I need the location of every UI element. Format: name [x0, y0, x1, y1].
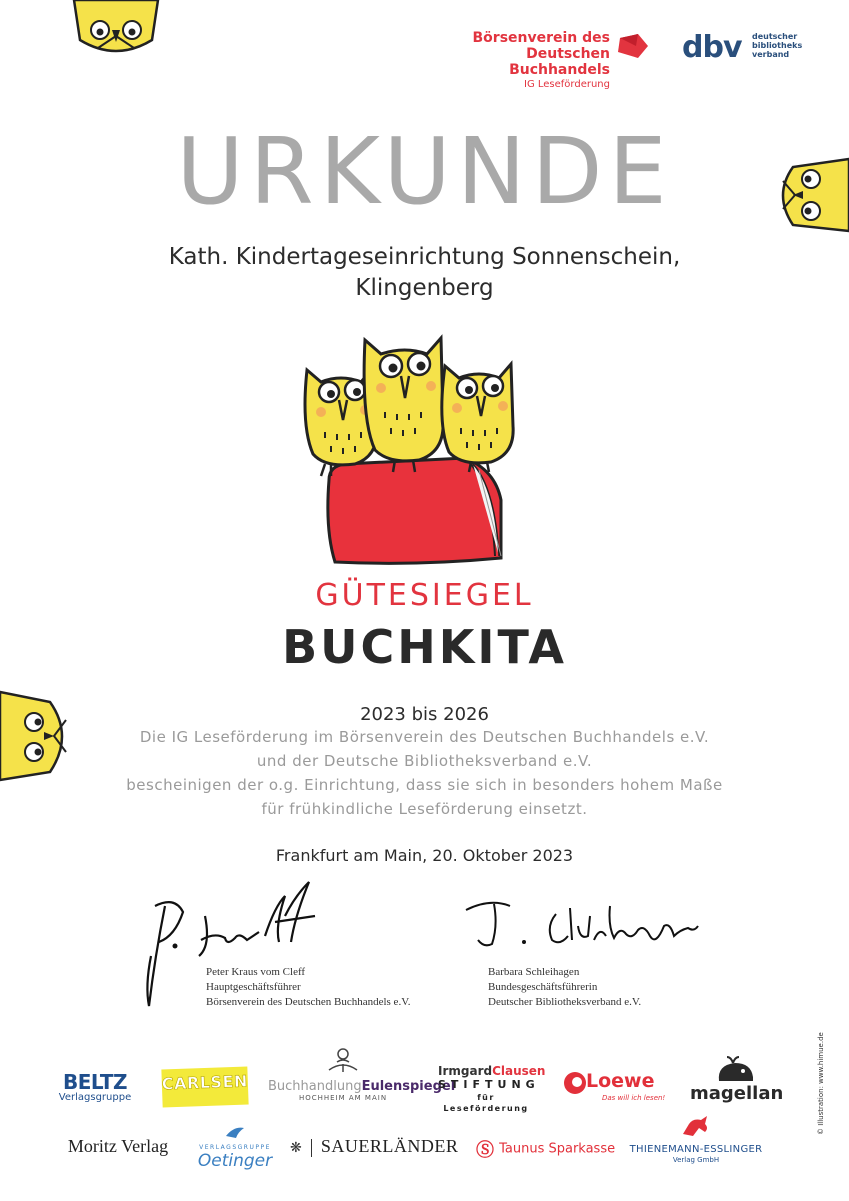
magellan-whale-icon — [713, 1055, 757, 1083]
illustration-credit: © Illustration: www.himue.de — [817, 1032, 825, 1135]
carlsen-logo — [161, 1067, 248, 1108]
signature-right-icon — [460, 896, 710, 956]
loewe-name: Loewe — [586, 1070, 655, 1092]
recipient-line1: Kath. Kindertageseinrichtung Sonnenschein, — [168, 244, 681, 270]
body-line-3: bescheinigen der o.g. Einrichtung, dass sie sich in besonders hohem Maße — [126, 776, 723, 794]
thienemann-logo — [626, 1114, 766, 1165]
eulenspiegel-name-2: Eulenspiegel — [361, 1079, 456, 1094]
boersenverein-text — [440, 30, 610, 92]
validity-period: 2023 bis 2026 — [360, 704, 489, 725]
thienemann-sub: Verlag GmbH — [672, 1156, 720, 1164]
boersenverein-mark-icon — [616, 34, 648, 60]
magellan-name: magellan — [690, 1083, 784, 1104]
body-line-2: und der Deutsche Bibliotheksverband e.V. — [256, 752, 593, 770]
illustration-credit-wrapper — [814, 1005, 828, 1135]
clausen-stiftung-logo — [438, 1064, 546, 1114]
signer-right-role: Bundesgeschäftsführerin — [488, 981, 598, 993]
body-line-4: für frühkindliche Leseförderung einsetzt. — [261, 800, 588, 818]
carlsen-name: CARLSEN — [161, 1071, 249, 1094]
beltz-name: BELTZ — [63, 1070, 127, 1094]
boersenverein-line1: Börsenverein des — [472, 30, 610, 46]
eulenspiegel-name — [268, 1079, 456, 1094]
eulenspiegel-reader-icon — [323, 1046, 363, 1076]
signer-left-org: Börsenverein des Deutschen Buchhandels e.V. — [206, 996, 411, 1008]
loewe-lion-icon — [562, 1070, 588, 1096]
body-line-1: Die IG Leseförderung im Börsenverein des Deutschen Buchhandels e.V. — [139, 728, 710, 746]
sauerlaender-name: SAUERLÄNDER — [320, 1136, 459, 1156]
clausen-line1 — [438, 1064, 546, 1078]
clausen-line3: für Leseförderung — [443, 1093, 529, 1113]
dbv-text — [752, 32, 802, 59]
oetinger-logo — [192, 1124, 278, 1170]
sauerlaender-logo — [290, 1136, 460, 1157]
owl-middle-icon — [364, 338, 443, 472]
eulenspiegel-sub: HOCHHEIM AM MAIN — [298, 1094, 388, 1102]
dbv-line1: deutscher — [752, 32, 798, 41]
moritz-verlag-logo — [58, 1136, 178, 1157]
signer-left-role: Hauptgeschäftsführer — [206, 981, 301, 993]
place-and-date: Frankfurt am Main, 20. Oktober 2023 — [275, 846, 574, 865]
sparkasse-name: Taunus Sparkasse — [499, 1141, 616, 1157]
thienemann-horse-icon — [679, 1114, 713, 1140]
beltz-logo — [55, 1072, 135, 1104]
owls-on-book-illustration — [295, 330, 535, 570]
boersenverein-line2: Deutschen Buchhandels — [509, 46, 610, 78]
signature-right-block — [488, 965, 748, 1010]
eulenspiegel-logo — [268, 1046, 456, 1102]
sauerlaender-divider — [311, 1139, 312, 1157]
signature-left-block — [206, 965, 466, 1010]
taunus-sparkasse-logo — [476, 1136, 616, 1162]
seal-name: BUCHKITA — [282, 620, 567, 674]
beltz-sub: Verlagsgruppe — [58, 1092, 132, 1103]
dbv-line2: bibliotheks — [752, 41, 803, 50]
signer-right-name: Barbara Schleihagen — [488, 966, 580, 978]
loewe-logo — [562, 1068, 672, 1108]
oetinger-top: VERLAGSGRUPPE — [199, 1144, 271, 1151]
sauerlaender-emblem-icon: ❋ — [290, 1140, 302, 1156]
dbv-mark: dbv — [682, 30, 742, 65]
sparkasse-s-icon: Ⓢ — [476, 1140, 494, 1161]
clausen-last: Clausen — [492, 1064, 546, 1078]
certificate-title: URKUNDE — [176, 118, 673, 225]
eulenspiegel-name-1: Buchhandlung — [268, 1079, 362, 1094]
corner-owl-top-left — [70, 0, 162, 56]
thienemann-name: THIENEMANN-ESSLINGER — [629, 1144, 763, 1155]
clausen-line2: STIFTUNG — [438, 1078, 540, 1091]
moritz-name: Moritz Verlag — [67, 1136, 169, 1156]
recipient-line2: Klingenberg — [355, 275, 494, 301]
clausen-first: Irmgard — [438, 1064, 493, 1078]
signer-right-org: Deutscher Bibliotheksverband e.V. — [488, 996, 642, 1008]
owl-right-icon — [442, 364, 513, 472]
dbv-line3: verband — [752, 50, 790, 59]
boersenverein-logo — [440, 30, 650, 90]
dbv-logo — [682, 32, 812, 72]
magellan-logo — [690, 1055, 784, 1104]
oetinger-bird-icon — [224, 1124, 246, 1140]
loewe-slogan: Das will ich lesen! — [602, 1094, 666, 1102]
seal-title: GÜTESIEGEL — [315, 578, 534, 613]
oetinger-name: Oetinger — [197, 1151, 273, 1171]
signer-left-name: Peter Kraus vom Cleff — [206, 966, 306, 978]
boersenverein-line3: IG Leseförderung — [524, 79, 610, 90]
